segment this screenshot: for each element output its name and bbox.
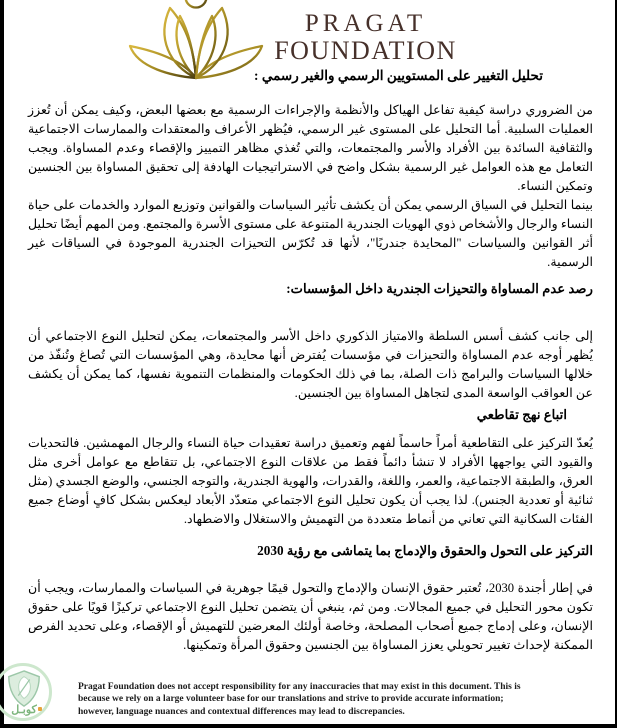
stamp-dot	[38, 707, 42, 711]
section-heading-vision-2030: التركيز على التحول والحقوق والإدماج بما يتماشى مع رؤية 2030	[257, 543, 593, 558]
brand-line-2: FOUNDATION	[274, 36, 457, 65]
footer-disclaimer: Pragat Foundation does not accept responsibility for any inaccuracies that may exist in this document. This is because we rely on a large volunteer base for our translations and strive to provide accurate information; however, language nuances and contextual differences may lead to discrepancies.	[78, 682, 521, 717]
section-heading-institutions: رصد عدم المساواة والتحيزات الجندرية داخل المؤسسات:	[286, 281, 593, 296]
stamp-logo	[0, 663, 64, 728]
document-body	[28, 101, 593, 655]
paragraph-vision-2030: في إطار أجندة 2030، تُعتبر حقوق الإنسان والإدماج والتحول قيمًا جوهرية في السياسات والممارسات، ويجب أن تكون محور التحليل في جميع المجالات. ومن ثم، ينبغي أن يتضمن تحليل النوع الاجتماعي تركيزًا قويًا على حقوق الإنسان، وعلى إدماج جميع أصحاب المصلحة، وخاصة أولئك المعرضين للتهميش أو الإقصاء، وعلى تحديد الفرص الممكنة لإحداث تغيير تحويلي يعزز المساواة بين الجنسين وحقوق المرأة وتمكينها.	[28, 581, 593, 652]
paragraph-intersectional: يُعدّ التركيز على التقاطعية أمراً حاسماً لفهم وتعميق دراسة تعقيدات حياة النساء والرجال المهمشين. فالتحديات والقيود التي يواجهها الأفراد لا تنشأ دائماً فقط من علاقات النوع الاجتماعي، بل تتقاطع مع عوامل أخرى مثل العرق، والطبقة الاجتماعية، والعمر، واللغة، والقدرات، والهوية الجندرية، والتوجه الجنسي، والوضع الجسدي (مثل ثنائية أو تعددية الجنس). لذا يجب أن يكون تحليل النوع الاجتماعي متعدّد الأبعاد ليعكس بشكل كافٍ أوضاع جميع الفئات السكانية التي تعاني من أنماط متعددة من التهميش والاستغلال والاضطهاد.	[28, 436, 593, 526]
section-heading-intersectional: اتباع نهج تقاطعي	[476, 407, 567, 422]
paragraph-institutions: إلى جانب كشف أسس السلطة والامتياز الذكوري داخل الأسر والمجتمعات، يمكن لتحليل النوع الاجتماعي أن يُظهر أوجه عدم المساواة والتحيزات في مؤسسات يُفترض أنها محايدة، وهي المؤسسات التي تُصاغ وتُنفّذ من خلالها السياسات والبرامج ذات الصلة، بما في ذلك الحكومات والمنظمات التنموية نفسها، كما يمكن أن يكشف عن العواقب الواسعة المدى لتجاهل المساواة بين الجنسين.	[28, 329, 593, 400]
paragraph-formal-informal-1: من الضروري دراسة كيفية تفاعل الهياكل والأنظمة والإجراءات الرسمية مع بعضها البعض، وكيف يمكن أن تُعزز العمليات السلبية. أما التحليل على المستوى غير الرسمي، فيُظهر الأعراف والمعتقدات والممارسات الاجتماعية والثقافية السائدة بين الأفراد والأسر والمجتمعات، والتي تُغذي مظاهر التمييز والإقصاء وعدم المساواة. ويجب التعامل مع هذه العوامل غير الرسمية بشكل واضح في الاستراتيجيات الهادفة إلى تحقيق المساواة بين الجنسين وتمكين النساء.	[28, 103, 593, 193]
stamp-label: كوبـل	[11, 704, 37, 716]
brand-line-1: PRAGAT	[304, 10, 427, 37]
page-bottom-edge	[0, 724, 617, 728]
page-left-edge	[0, 0, 4, 728]
doc-title: تحليل التغيير على المستويين الرسمي والغير رسمي :	[253, 68, 543, 83]
brand-name	[248, 10, 483, 65]
paragraph-formal-informal-2: بينما التحليل في السياق الرسمي يمكن أن يكشف تأثير السياسات والقوانين وتوزيع الموارد والخدمات على حياة النساء والرجال والأشخاص ذوي الهويات الجندرية المتنوعة على مستوى الأسرة والمجتمع. ومن المهم أيضًا تحليل أثر القوانين والسياسات "المحايدة جندريًا"، لأنها قد تُكرّس التحيزات الجندرية الموجودة في السياقات غير الرسمية.	[28, 198, 593, 269]
